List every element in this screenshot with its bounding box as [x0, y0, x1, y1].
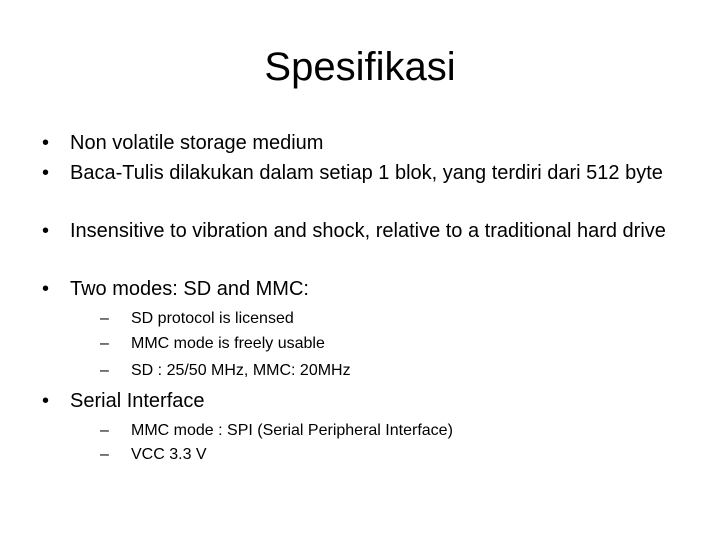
- sub-bullet-item: [100, 442, 691, 467]
- sub-bullet-text: SD protocol is licensed: [131, 310, 294, 327]
- bullet-text: Insensitive to vibration and shock, relative to a traditional hard drive: [70, 220, 666, 242]
- bullet-marker: •: [42, 390, 50, 412]
- sub-bullet-item: [100, 418, 691, 443]
- bullet-item: [42, 131, 710, 155]
- sub-bullet-marker: –: [100, 422, 109, 439]
- sub-bullet-marker: –: [100, 335, 109, 352]
- bullet-marker: •: [42, 132, 50, 154]
- bullet-marker: •: [42, 162, 50, 184]
- bullet-item: [42, 161, 710, 185]
- bullet-marker: •: [42, 278, 50, 300]
- bullet-text: Two modes: SD and MMC:: [70, 278, 309, 300]
- bullet-item: [42, 389, 710, 413]
- bullet-text: Serial Interface: [70, 390, 205, 412]
- sub-bullet-item: [100, 358, 691, 383]
- sub-bullet-text: MMC mode is freely usable: [131, 335, 325, 352]
- bullet-item: [42, 277, 710, 301]
- sub-bullet-marker: –: [100, 446, 109, 463]
- sub-bullet-text: SD : 25/50 MHz, MMC: 20MHz: [131, 362, 351, 379]
- bullet-text: Baca-Tulis dilakukan dalam setiap 1 blok, yang terdiri dari 512 byte: [70, 162, 663, 184]
- sub-bullet-item: [100, 306, 691, 331]
- bullet-marker: •: [42, 220, 50, 242]
- sub-bullet-item: [100, 331, 691, 356]
- sub-bullet-text: MMC mode : SPI (Serial Peripheral Interface): [131, 422, 453, 439]
- slide-title: Spesifikasi: [264, 45, 456, 89]
- sub-bullet-marker: –: [100, 362, 109, 379]
- sub-bullet-marker: –: [100, 310, 109, 327]
- bullet-text: Non volatile storage medium: [70, 132, 324, 154]
- sub-bullet-text: VCC 3.3 V: [131, 446, 207, 463]
- bullet-item: [42, 219, 710, 243]
